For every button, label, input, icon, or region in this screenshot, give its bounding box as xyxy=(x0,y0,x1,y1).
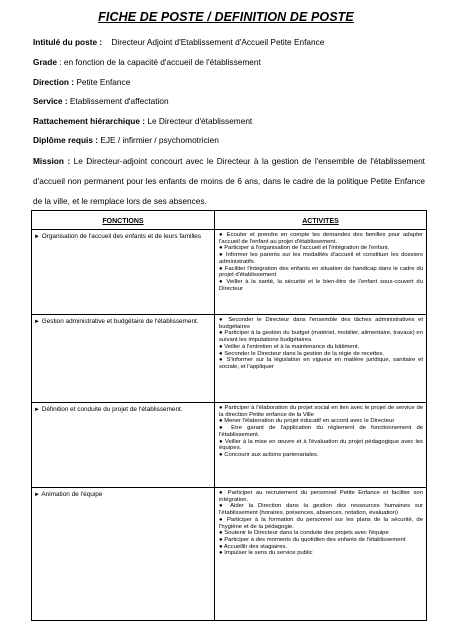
fonction-cell: ► Animation de l'équipe xyxy=(32,488,215,621)
list-item: ● Faciliter l'intégration des enfants en situation de handicap dans le cadre du projet d'établissement xyxy=(219,265,423,279)
list-item: ● Concourir aux actions partenariales. xyxy=(219,451,319,458)
triangle-bullet-icon: ► xyxy=(34,407,40,413)
activites-cell xyxy=(215,488,427,621)
activites-cell xyxy=(215,230,427,315)
activites-cell xyxy=(215,403,427,488)
list-item: ● Ecouter et prendre en compte les demandes des familles pour adapter l'accueil de l'enfant au projet d'établissement. xyxy=(219,232,423,245)
activites-cell xyxy=(215,315,427,403)
list-item: ● Etre garant de l'application du règlement de fonctionnement de l'établissement. xyxy=(219,425,423,438)
field-service xyxy=(33,96,169,106)
field-grade-label: Grade xyxy=(33,57,57,67)
list-item: ● Participer à des moments du quotidien des enfants de l'établissement xyxy=(219,536,406,543)
table-row xyxy=(32,488,427,621)
list-item: ● Aider la Direction dans la gestion des ressources humaines sur l'établissement (horaires, présences, absences, notation, évaluation) xyxy=(219,503,423,517)
field-direction-value: Petite Enfance xyxy=(74,77,131,87)
field-rattachement xyxy=(33,116,252,126)
table-row xyxy=(32,230,427,315)
list-item: ● Veiller à la santé, la sécurité et le bien-être de l'enfant sous-couvert du Directeur xyxy=(219,278,423,292)
list-item: ● Participer à la gestion du budget (matériel, mobilier, alimentaire, travaux) en suivant les imputations budgétaires. xyxy=(219,330,423,344)
list-item: ● Veiller à l'entretien et à la maintenance du bâtiment. xyxy=(219,343,360,350)
field-grade xyxy=(33,57,261,67)
document-title: FICHE DE POSTE / DEFINITION DE POSTE xyxy=(98,10,354,24)
list-item: ● Participer à la formation du personnel sur les plans de la sécurité, de l'hygiène et de la pédagogie. xyxy=(219,516,423,530)
list-item: ● Accueillir des stagiaires. xyxy=(219,543,288,550)
field-diplome-value: EJE / infirmier / psychomotricien xyxy=(98,135,219,145)
fonction-cell: ► Organisation de l'accueil des enfants et de leurs familles xyxy=(32,230,215,315)
field-service-label: Service : xyxy=(33,96,68,106)
table-header-row xyxy=(32,211,427,230)
field-service-value: Etablissement d'affectation xyxy=(67,96,169,106)
field-grade-value: : en fonction de la capacité d'accueil de l'établissement xyxy=(56,57,261,67)
field-direction-label: Direction : xyxy=(33,77,75,87)
field-diplome xyxy=(33,135,219,145)
fonction-cell: ► Définition et conduite du projet de l'établissement. xyxy=(32,403,215,488)
mission-paragraph xyxy=(33,151,425,211)
list-item: ● Veiller à la mise en œuvre et à l'évaluation du projet pédagogique avec les équipes. xyxy=(219,438,423,452)
list-item: ● Impulser le sens du service public xyxy=(219,550,313,557)
header-activites: ACTIVITES xyxy=(215,211,427,230)
list-item: ● Participer à l'élaboration du projet social en lien avec le projet de service de la direction Petite enfance de la Ville xyxy=(219,405,423,418)
functions-activities-table xyxy=(31,210,427,621)
list-item: ● Soutenir le Directeur dans la conduite des projets avec l'équipe xyxy=(219,530,389,537)
list-item: ● Mener l'élaboration du projet éducatif en accord avec le Directeur xyxy=(219,418,395,425)
triangle-bullet-icon: ► xyxy=(34,492,40,498)
list-item: ● Participer au recrutement du personnel Petite Enfance et faciliter son intégration. xyxy=(219,490,423,503)
field-intitule-label: Intitulé du poste : xyxy=(33,37,103,47)
table-row xyxy=(32,403,427,488)
list-item: ● S'informer sur la législation en vigueur en matière juridique, sanitaire et sociale, et l'appliquer xyxy=(219,357,423,370)
list-item: ● Seconder le Directeur dans la gestion de la régie de recettes. xyxy=(219,350,384,357)
table-row xyxy=(32,315,427,403)
triangle-bullet-icon: ► xyxy=(34,319,40,325)
list-item: ● Participer à l'organisation de l'accueil et l'intégration de l'enfant. xyxy=(219,245,390,252)
list-item: ● Seconder le Directeur dans l'ensemble des tâches administratives et budgétaires xyxy=(219,317,423,330)
field-diplome-label: Diplôme requis : xyxy=(33,135,99,145)
field-intitule-value: Directeur Adjoint d'Etablissement d'Accueil Petite Enfance xyxy=(111,37,325,47)
mission-label: Mission : xyxy=(33,156,71,166)
field-intitule xyxy=(33,37,324,47)
field-direction xyxy=(33,77,130,87)
fonction-cell: ► Gestion administrative et budgétaire de l'établissement. xyxy=(32,315,215,403)
header-fonctions: FONCTIONS xyxy=(32,211,215,230)
triangle-bullet-icon: ► xyxy=(34,234,40,240)
list-item: ● Informer les parents sur les modalités d'accueil et constituer les dossiers administratifs. xyxy=(219,252,423,265)
field-rattachement-value: Le Directeur d'établissement xyxy=(145,116,253,126)
mission-text: Le Directeur-adjoint concourt avec le Directeur à la gestion de l'ensemble de l'établissement d'accueil non permanent pour les enfants de moins de 6 ans, dans le cadre de la politique Petite Enfance de la ville, et le remplace lors de ses absences. xyxy=(33,156,425,206)
field-rattachement-label: Rattachement hiérarchique : xyxy=(33,116,146,126)
